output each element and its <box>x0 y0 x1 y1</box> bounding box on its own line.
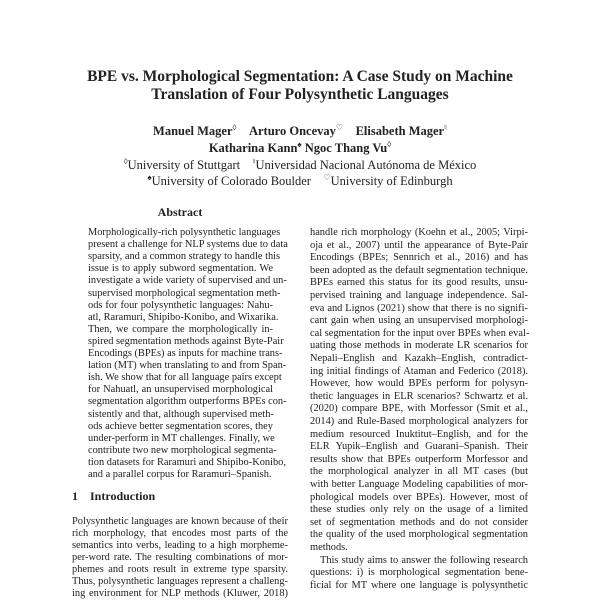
author-name: Manuel Mager <box>153 124 233 139</box>
text-line: ing environment for NLP methods (Kluwer, 2018) <box>72 588 288 599</box>
text-line: investigate a wide variety of supervised and un- <box>88 275 287 287</box>
affiliation-mark: ◊ <box>123 157 128 166</box>
text-line: cant gain when using an unsupervised morphologi- <box>310 315 528 327</box>
text-line: supervised morphological segmentation meth- <box>88 287 281 299</box>
abstract-heading: Abstract <box>157 205 203 219</box>
text-line: 2014) and Rule-Based morphological analyzers for <box>310 416 528 427</box>
text-line: (2020) compare BPE, with Morfessor (Smit et al., <box>310 403 528 415</box>
paper-title-line-1: BPE vs. Morphological Segmentation: A Case Study on Machine <box>87 68 513 85</box>
text-line: However, how would BPEs perform for polysyn- <box>310 378 528 390</box>
text-line: Morphologically-rich polysynthetic languages <box>88 227 281 238</box>
text-line: phological models over BPEs). However, most of <box>310 491 528 503</box>
affiliation-mark: ♡ <box>335 123 344 132</box>
text-line: with better Language Modeling capabilities of mor- <box>310 479 528 490</box>
author-name: Arturo Oncevay <box>248 124 336 139</box>
text-line: medium resourced Inuktitut–English, and for the <box>310 428 528 440</box>
affiliation-mark: ♮ <box>252 157 256 166</box>
affiliation: University of Edinburgh <box>330 174 453 189</box>
text-line: for Nahuatl, an unsupervised morphological <box>88 384 273 396</box>
text-line: present a challenge for NLP systems due to data <box>88 239 288 251</box>
text-line: per-word rate. The resulting combinations of mor- <box>72 552 288 563</box>
affiliations-line-2 <box>0 173 600 189</box>
text-line: Then, we compare the morphologically in- <box>88 323 273 335</box>
text-line: rich morphology, that encodes most parts of the <box>72 528 288 539</box>
text-line: phemes and roots result in extreme type sparsity. <box>72 564 288 575</box>
text-line: results show that BPEs outperform Morfessor and <box>310 453 528 465</box>
text-line: these studies only rely on the usage of a limited <box>310 504 528 516</box>
text-line: ing initial findings of Ataman and Federico (2018). <box>310 365 528 377</box>
text-line: contribute two new morphological segmenta- <box>88 444 277 456</box>
text-line: ELR Yupik–English and Guarani–Spanish. Their <box>310 441 528 453</box>
text-line: ficial for MT where one language is polysynthetic <box>310 579 528 591</box>
text-line: oja et al., 2007) until the appearance of Byte-Pair <box>310 239 528 251</box>
text-line: pervised training and language independence. Sal- <box>310 290 528 301</box>
affiliation-mark: ♡ <box>323 173 331 182</box>
text-line: questions: i) is morphological segmentation bene- <box>310 567 528 579</box>
text-line: and a parallel corpus for Raramuri–Spanish. <box>88 469 272 480</box>
text-line: This study aims to answer the following research <box>320 554 528 566</box>
text-line: Encodings (BPEs; Sennrich et al., 2016) and has <box>310 252 528 264</box>
text-line: atl, Raramuri, Shipibo-Konibo, and Wixarika. <box>88 311 279 323</box>
text-line: Polysynthetic languages are known because of their <box>72 516 288 527</box>
author-name: Ngoc Thang Vu <box>304 141 388 156</box>
text-line: cal segmentation for the input over BPEs when eval- <box>310 327 530 339</box>
text-line: handle rich morphology (Koehn et al., 2005; Virpi- <box>310 227 528 238</box>
affiliation: University of Stuttgart <box>127 158 241 173</box>
affiliations-line-1 <box>0 157 600 173</box>
text-line: ods achieve better segmentation scores, they <box>88 420 273 432</box>
text-line: under-perform in MT challenges. Finally, we <box>88 432 275 444</box>
text-line: sparsity, and a common strategy to handle this <box>88 251 281 263</box>
text-line: been adopted as the default segmentation technique. <box>310 264 528 276</box>
affiliation: University of Colorado Boulder <box>151 174 311 189</box>
author-name: Elisabeth Mager <box>355 124 445 139</box>
authors-line-2 <box>0 140 600 156</box>
text-line: ods for four polysynthetic languages: Nahu- <box>88 299 273 311</box>
text-line: tion datasets for Raramuri and Shipibo-Konibo, <box>88 456 286 468</box>
text-line: uating those methods in moderate LR scenarios for <box>310 340 528 352</box>
text-line: the morphological analyzer in all MT cases (but <box>310 466 528 478</box>
section-title: Introduction <box>90 489 156 503</box>
text-line: spired segmentation methods against Byte-Pair <box>88 335 284 347</box>
affiliation-mark: ◊ <box>387 140 392 149</box>
text-line: semantics into verbs, leading to a high morpheme- <box>72 540 288 551</box>
text-line: eva and Lignos (2021) show that there is no signifi- <box>310 302 528 314</box>
affiliation-mark: ♠ <box>297 140 302 149</box>
text-line: methods. <box>310 542 348 553</box>
section-number: 1 <box>72 489 78 503</box>
text-line: the quality of the used morphological segmentation <box>310 529 528 541</box>
text-line: sistently and that, although supervised meth- <box>88 408 274 420</box>
text-line: Thus, polysynthetic languages represent a challeng- <box>72 576 288 587</box>
paper-title-line-2: Translation of Four Polysynthetic Languages <box>151 86 449 103</box>
author-name: Katharina Kann <box>208 141 298 156</box>
text-line: lation (MT) when translating to and from Span- <box>88 360 287 372</box>
authors-line-1 <box>0 123 600 139</box>
section-heading-introduction <box>72 489 155 504</box>
affiliation-mark: ◊ <box>232 123 237 132</box>
affiliation-mark: ♮ <box>444 123 447 132</box>
text-line: thetic languages in ELR scenarios? Schwartz et al. <box>310 390 528 402</box>
text-line: set of segmentation methods and do not consider <box>310 516 528 528</box>
affiliation-mark: ♠ <box>147 173 152 182</box>
text-line: Nepali–English and Kazakh–English, contradict- <box>310 353 528 364</box>
text-line: Encodings (BPEs) as inputs for machine trans- <box>88 348 283 359</box>
text-line: issue is to apply subword segmentation. We <box>88 263 273 275</box>
text-line: BPEs earned this status for its good results, unsu- <box>310 277 528 289</box>
affiliation: Universidad Nacional Autónoma de México <box>255 158 477 173</box>
text-line: segmentation algorithm outperforms BPEs con- <box>88 396 287 408</box>
text-line: ish. We show that for all language pairs except <box>88 372 282 384</box>
